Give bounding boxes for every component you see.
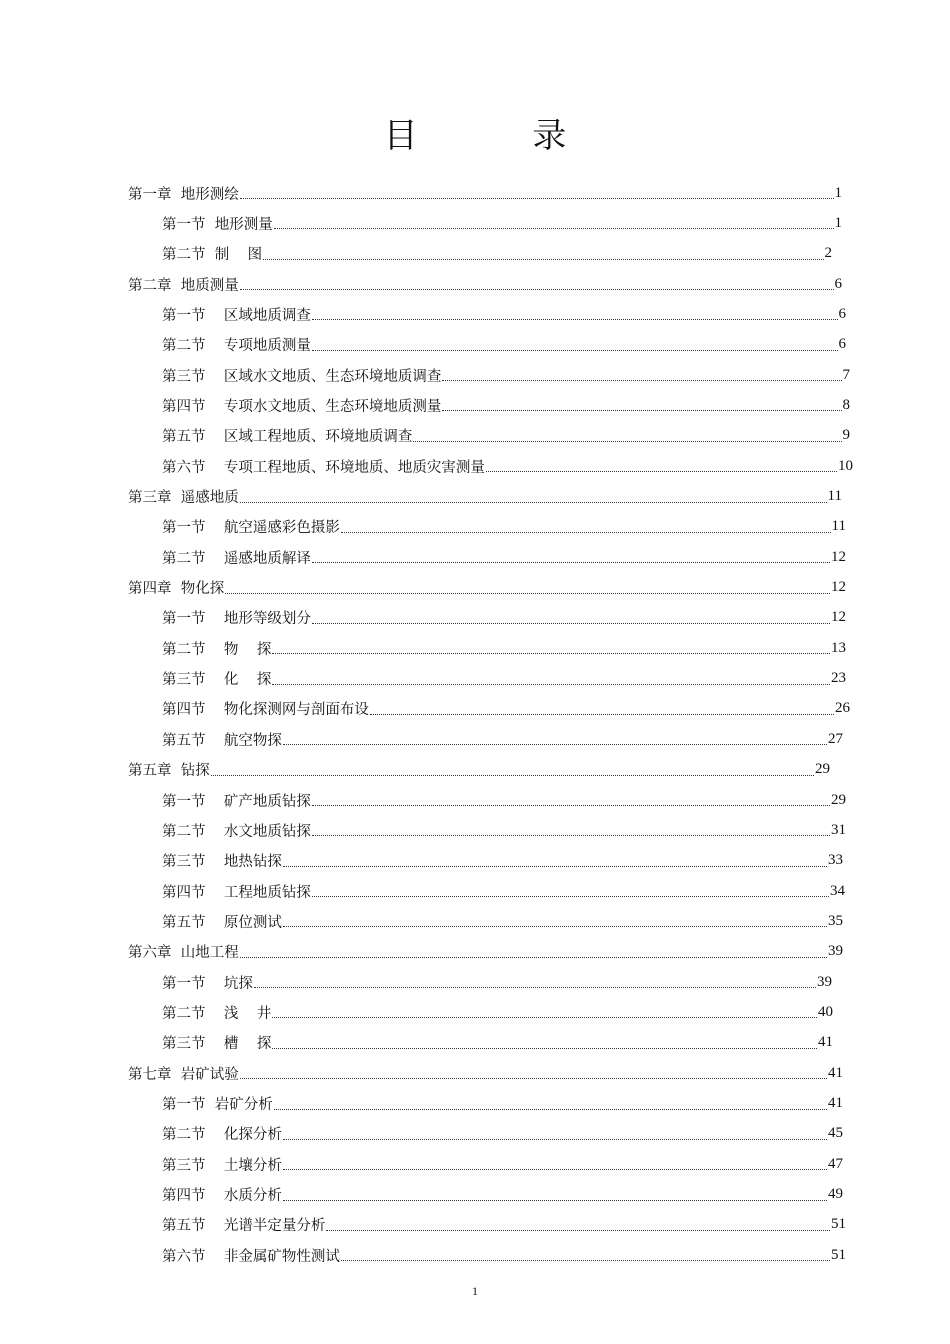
toc-entry-page: 8: [842, 396, 850, 413]
toc-entry-page: 51: [831, 1246, 846, 1263]
toc-section-entry[interactable]: [162, 299, 846, 329]
toc-entry-label: 第一节 区域地质调查: [162, 307, 311, 324]
toc-section-entry[interactable]: [162, 542, 846, 572]
toc-chapter-entry[interactable]: [128, 755, 830, 785]
dot-leader: [312, 561, 830, 563]
toc-entry-label: 第二节 制 图: [162, 247, 263, 264]
dot-leader: [283, 865, 827, 867]
toc-entry-page: 51: [831, 1216, 846, 1233]
toc-entry-page: 10: [838, 457, 853, 474]
toc-section-entry[interactable]: [162, 664, 846, 694]
toc-entry-page: 41: [828, 1095, 843, 1111]
toc-entry-page: 49: [828, 1186, 843, 1203]
dot-leader: [283, 743, 827, 745]
dot-leader: [240, 1077, 827, 1079]
toc-section-entry[interactable]: [162, 390, 850, 420]
toc-entry-label: 第三节 地热钻探: [162, 854, 282, 871]
toc-entry-label: 第一章 地形测绘: [128, 186, 239, 203]
dot-leader: [442, 409, 841, 411]
toc-section-entry[interactable]: [162, 846, 843, 876]
toc-entry-page: 13: [831, 639, 846, 656]
toc-entry-label: 第一节 地形测量: [162, 216, 273, 233]
toc-entry-label: 第四节 物化探测网与剖面布设: [162, 702, 369, 719]
dot-leader: [240, 197, 834, 199]
toc-entry-label: 第二节 水文地质钻探: [162, 823, 311, 840]
dot-leader: [272, 1016, 817, 1018]
toc-entry-label: 第一节 坑探: [162, 975, 253, 992]
toc-entry-page: 41: [828, 1064, 843, 1081]
dot-leader: [283, 1168, 827, 1170]
toc-chapter-entry[interactable]: [128, 1058, 843, 1088]
toc-entry-page: 33: [828, 852, 843, 869]
toc-entry-page: 12: [831, 609, 846, 626]
dot-leader: [254, 986, 816, 988]
toc-section-entry[interactable]: [162, 1089, 843, 1119]
toc-chapter-entry[interactable]: [128, 482, 842, 512]
toc-chapter-entry[interactable]: [128, 573, 846, 603]
toc-entry-label: 第四节 专项水文地质、生态环境地质测量: [162, 398, 442, 415]
toc-entry-page: 6: [838, 336, 846, 353]
dot-leader: [283, 1199, 827, 1201]
toc-section-entry[interactable]: [162, 451, 853, 481]
toc-entry-label: 第二节 物 探: [162, 641, 272, 658]
toc-entry-label: 第六节 专项工程地质、环境地质、地质灾害测量: [162, 459, 485, 476]
dot-leader: [283, 1138, 827, 1140]
toc-section-entry[interactable]: [162, 239, 832, 269]
toc-entry-page: 12: [831, 548, 846, 565]
dot-leader: [312, 834, 830, 836]
toc-section-entry[interactable]: [162, 421, 850, 451]
toc-entry-label: 第二章 地质测量: [128, 277, 239, 294]
toc-entry-label: 第三节 槽 探: [162, 1036, 272, 1053]
toc-entry-page: 34: [830, 882, 845, 899]
toc-entry-page: 41: [818, 1034, 833, 1051]
dot-leader: [341, 531, 831, 533]
dot-leader: [274, 227, 834, 229]
toc-entry-page: 47: [828, 1155, 843, 1172]
toc-entry-label: 第五节 区域工程地质、环境地质调查: [162, 429, 413, 446]
toc-entry-label: 第一节 地形等级划分: [162, 611, 311, 628]
toc-entry-label: 第四章 物化探: [128, 581, 225, 598]
toc-entry-page: 27: [828, 730, 843, 747]
toc-entry-label: 第五节 航空物探: [162, 732, 282, 749]
toc-entry-label: 第六节 非金属矿物性测试: [162, 1248, 340, 1265]
toc-entry-page: 11: [831, 518, 846, 535]
dot-leader: [211, 774, 814, 776]
toc-section-entry[interactable]: [162, 815, 846, 845]
dot-leader: [272, 652, 830, 654]
dot-leader: [442, 379, 841, 381]
dot-leader: [225, 592, 830, 594]
toc-chapter-entry[interactable]: [128, 178, 842, 208]
toc-entry-label: 第二节 遥感地质解译: [162, 550, 311, 567]
toc-entry-page: 39: [817, 973, 832, 990]
toc-section-entry[interactable]: [162, 876, 845, 906]
toc-section-entry[interactable]: [162, 1149, 843, 1179]
dot-leader: [312, 895, 829, 897]
toc-entry-page: 40: [818, 1003, 833, 1020]
toc-chapter-entry[interactable]: [128, 269, 842, 299]
toc-entry-label: 第五节 原位测试: [162, 914, 282, 931]
toc-entry-label: 第三节 区域水文地质、生态环境地质调查: [162, 368, 442, 385]
dot-leader: [326, 1229, 830, 1231]
toc-section-entry[interactable]: [162, 633, 846, 663]
toc-entry-label: 第二节 专项地质测量: [162, 338, 311, 355]
toc-section-entry[interactable]: [162, 1180, 843, 1210]
dot-leader: [240, 288, 834, 290]
toc-entry-page: 6: [834, 275, 842, 292]
toc-entry-label: 第一节 岩矿分析: [162, 1097, 273, 1113]
dot-leader: [312, 349, 838, 351]
toc-entry-page: 45: [828, 1125, 843, 1142]
toc-entry-label: 第一节 航空遥感彩色摄影: [162, 520, 340, 537]
toc-section-entry[interactable]: [162, 603, 846, 633]
toc-entry-page: 12: [831, 579, 846, 596]
toc-section-entry[interactable]: [162, 967, 832, 997]
toc-section-entry[interactable]: [162, 694, 850, 724]
toc-section-entry[interactable]: [162, 1119, 843, 1149]
toc-entry-page: 26: [835, 700, 850, 717]
toc-section-entry[interactable]: [162, 906, 843, 936]
toc-entry-label: 第五节 光谱半定量分析: [162, 1218, 326, 1235]
toc-section-entry[interactable]: [162, 1240, 846, 1270]
dot-leader: [312, 804, 830, 806]
toc-entry-page: 39: [828, 943, 843, 960]
toc-entry-page: 31: [831, 821, 846, 838]
toc-entry-page: 29: [815, 761, 830, 778]
toc-section-entry[interactable]: [162, 330, 846, 360]
toc-section-entry[interactable]: [162, 208, 842, 238]
toc-entry-label: 第七章 岩矿试验: [128, 1066, 239, 1083]
dot-leader: [312, 622, 830, 624]
dot-leader: [240, 501, 827, 503]
toc-entry-label: 第三节 化 探: [162, 672, 272, 689]
toc-section-entry[interactable]: [162, 785, 846, 815]
toc-entry-page: 1: [834, 184, 842, 201]
toc-section-entry[interactable]: [162, 997, 833, 1027]
dot-leader: [370, 713, 834, 715]
toc-entry-page: 35: [828, 912, 843, 929]
toc-entry-page: 7: [842, 366, 850, 383]
toc-section-entry[interactable]: [162, 724, 843, 754]
toc-entry-page: 2: [824, 245, 832, 262]
toc-entry-label: 第四节 工程地质钻探: [162, 884, 311, 901]
dot-leader: [312, 318, 838, 320]
toc-section-entry[interactable]: [162, 512, 846, 542]
dot-leader: [486, 470, 837, 472]
page-title: 目 录: [383, 116, 619, 156]
toc-entry-label: 第二节 化探分析: [162, 1127, 282, 1144]
toc-entry-label: 第一节 矿产地质钻探: [162, 793, 311, 810]
toc-entry-page: 23: [831, 670, 846, 687]
toc-entry-label: 第三节 土壤分析: [162, 1157, 282, 1174]
toc-entry-page: 6: [838, 305, 846, 322]
toc-entry-label: 第三章 遥感地质: [128, 490, 239, 506]
toc-entry-page: 9: [842, 427, 850, 444]
toc-section-entry[interactable]: [162, 1210, 846, 1240]
toc-entry-label: 第四节 水质分析: [162, 1188, 282, 1205]
toc-entry-page: 1: [834, 214, 842, 231]
dot-leader: [274, 1108, 827, 1110]
dot-leader: [283, 925, 827, 927]
dot-leader: [263, 258, 823, 260]
toc-entry-label: 第六章 山地工程: [128, 945, 239, 962]
toc-entry-label: 第五章 钻探: [128, 763, 210, 780]
toc-section-entry[interactable]: [162, 360, 850, 390]
dot-leader: [413, 440, 841, 442]
toc-entry-page: 29: [831, 791, 846, 808]
toc-entry-label: 第二节 浅 井: [162, 1005, 272, 1022]
toc-chapter-entry[interactable]: [128, 937, 843, 967]
toc-entry-page: 11: [827, 488, 842, 504]
page-number: 1: [472, 1284, 478, 1298]
dot-leader: [272, 683, 830, 685]
dot-leader: [272, 1047, 817, 1049]
toc-section-entry[interactable]: [162, 1028, 833, 1058]
dot-leader: [240, 956, 827, 958]
dot-leader: [341, 1259, 830, 1261]
